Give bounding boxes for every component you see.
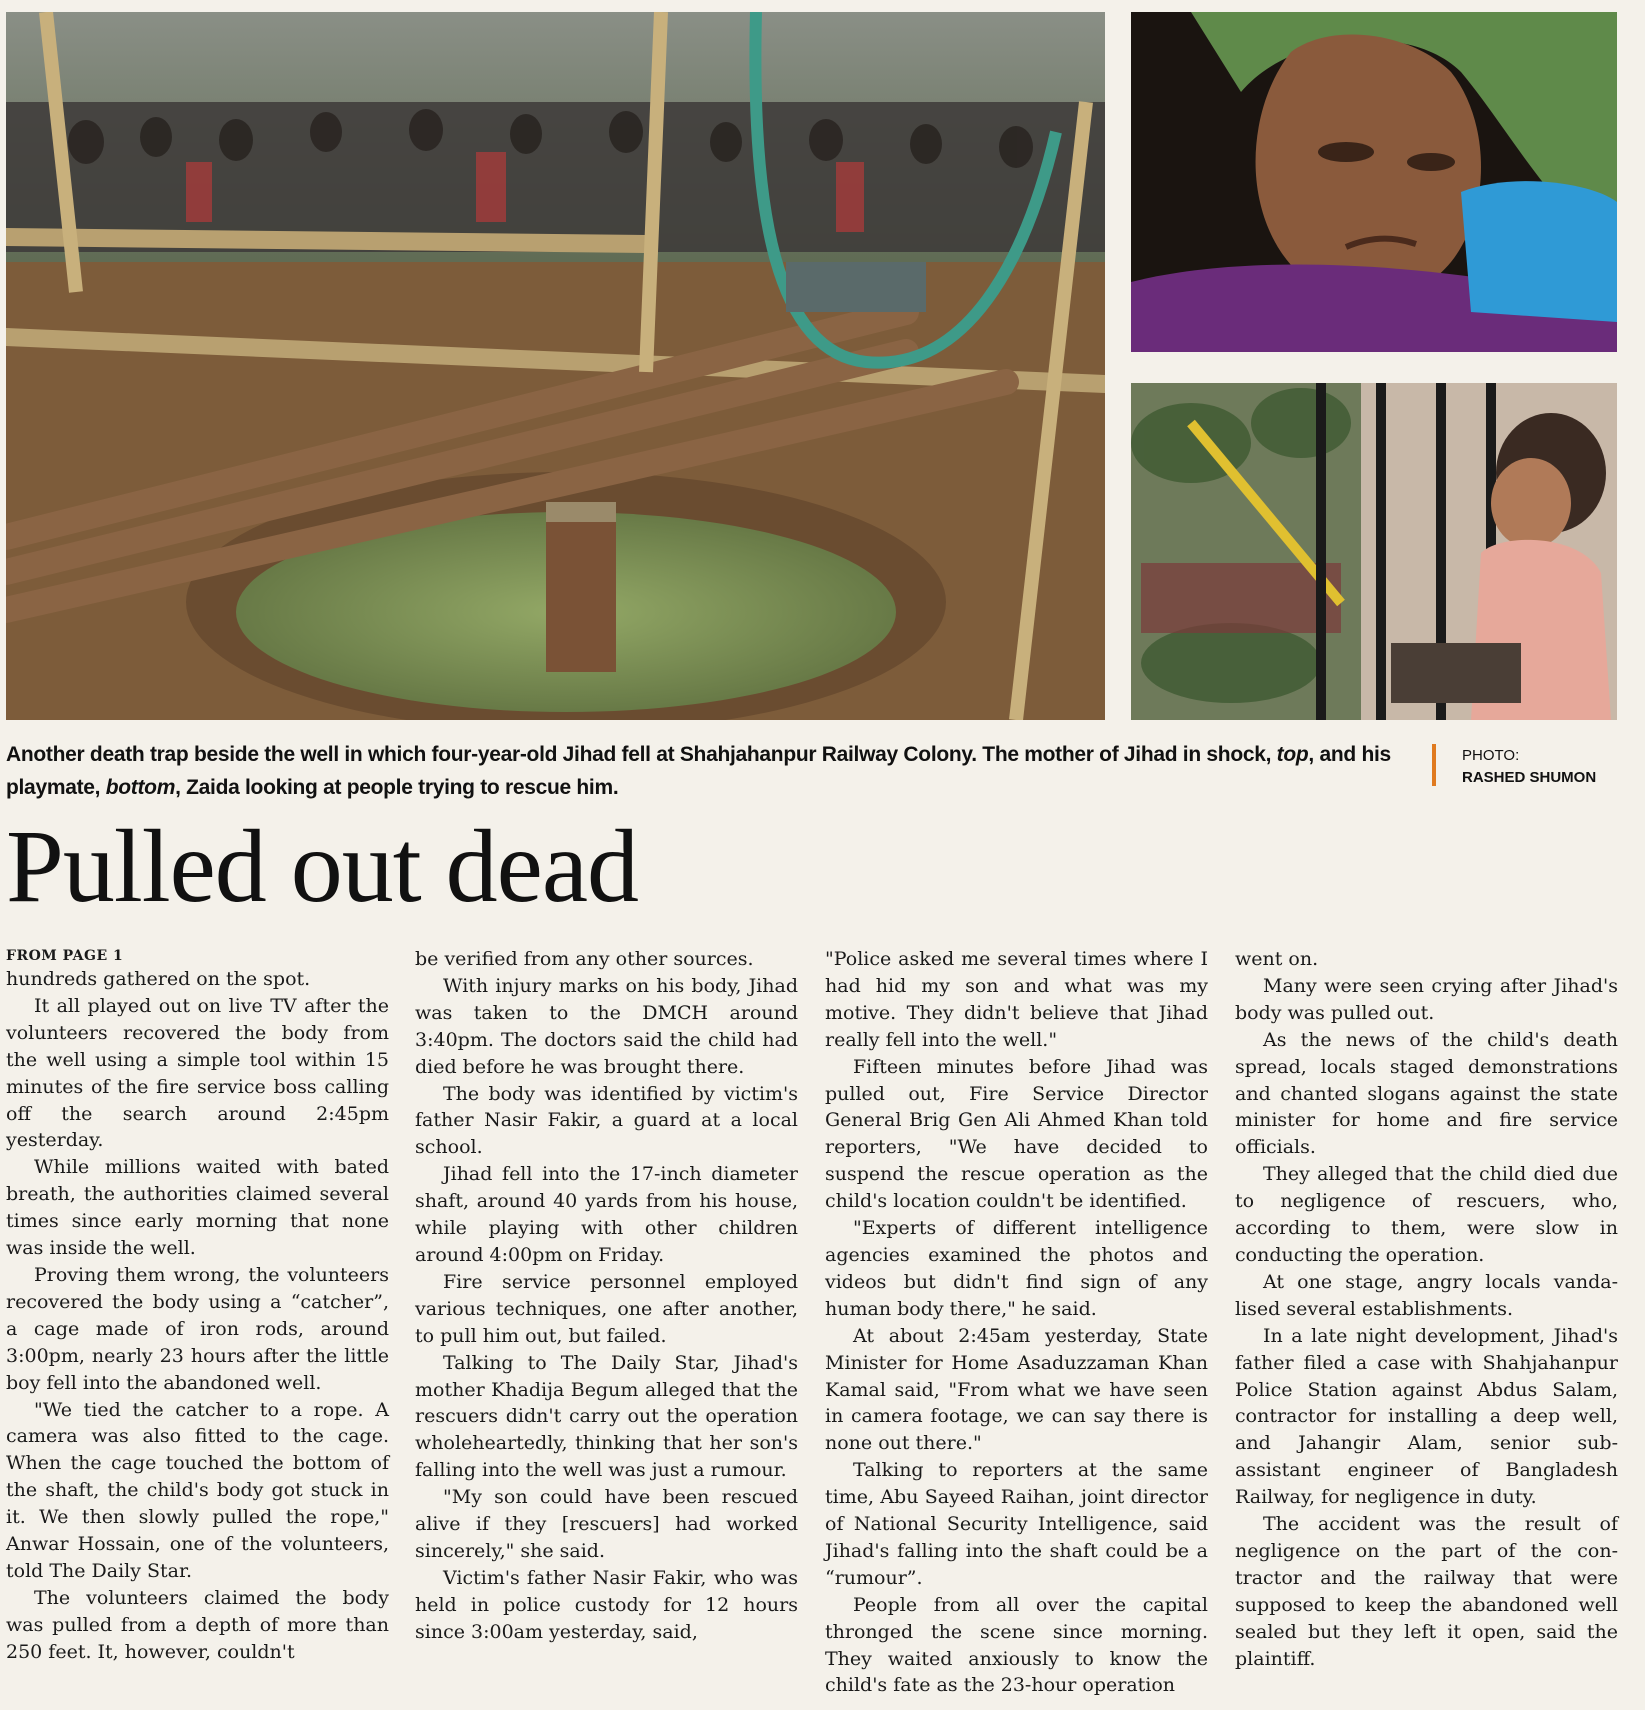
playmate-photo-illustration xyxy=(1131,383,1617,720)
paragraph: While millions waited with bated breath, the authorities claimed several times since early morning that none was inside the well. xyxy=(6,1156,389,1260)
caption-top-word: top xyxy=(1276,743,1309,766)
caption-text-2: , and his playmate, xyxy=(6,743,1391,799)
caption-bottom-word: bottom xyxy=(105,776,176,799)
playmate-photo xyxy=(1131,383,1617,720)
paragraph: The accident was the result of negligence on the part of the contractor and the railway that were supposed to keep the abandoned well sealed but they left it open, said the plaintiff. xyxy=(1235,1513,1618,1670)
paragraph: The volunteers claimed the body was pulled from a depth of more than 250 feet. It, however, couldn't xyxy=(6,1586,389,1663)
mother-photo-illustration xyxy=(1131,12,1617,352)
paragraph: Victim's father Nasir Fakir, who was held in police custody for 12 hours since 3:00am yesterday, said, xyxy=(415,1566,798,1643)
paragraph: As the news of the child's death spread, locals staged demonstrations and chanted slogans against the state minister for home and fire service officials. xyxy=(1235,1028,1618,1159)
credit-name: RASHED SHUMON xyxy=(1462,769,1597,786)
paragraph: Jihad fell into the 17-inch diameter shaft, around 40 yards from his house, while playing with other children around 4:00pm on Friday. xyxy=(415,1163,798,1266)
paragraph: The body was identified by victim's father Nasir Fakir, a guard at a local school. xyxy=(415,1082,798,1159)
kicker: FROM PAGE 1 xyxy=(6,948,124,964)
paragraph: With injury marks on his body, Jihad was taken to the DMCH around 3:40pm. The doctors said the child had died before he was brought there. xyxy=(415,974,798,1078)
article-column-4 xyxy=(1235,946,1618,1672)
paragraph: Talking to The Daily Star, Jihad's mother Khadija Begum alleged that the rescuers didn't carry out the operation wholeheartedly, thinking that her son's falling into the well was just a rumour. xyxy=(415,1351,798,1482)
credit-label: PHOTO: xyxy=(1462,747,1520,764)
paragraph: "Police asked me several times where I had hid my son and what was my motive. They didn't believe that Jihad really fell into the well." xyxy=(825,948,1208,1051)
paragraph: went on. xyxy=(1235,948,1319,970)
article-column-1 xyxy=(6,946,389,1666)
paragraph: hundreds gathered on the spot. xyxy=(6,968,311,990)
photo-caption xyxy=(6,738,1401,804)
caption-text-3: , Zaida looking at people trying to rescue him. xyxy=(175,776,619,799)
paragraph: In a late night development, Jihad's father filed a case with Shahjahanpur Police Station against Abdus Salam, contractor for installing a deep well, and Jahangir Alam, senior sub-assistant engineer of Bangladesh Railway, for negligence in duty. xyxy=(1235,1324,1618,1509)
main-photo-illustration xyxy=(6,12,1105,720)
paragraph: Proving them wrong, the volunteers recovered the body using a “catcher”, a cage made of iron rods, around 3:00pm, nearly 23 hours after the little boy fell into the abandoned well. xyxy=(6,1263,389,1394)
paragraph: Fifteen minutes before Jihad was pulled out, Fire Service Director General Brig Gen Ali Ahmed Khan told reporters, "We have decided to suspend the rescue operation as the child's location couldn't be identified. xyxy=(825,1055,1208,1213)
paragraph: "Experts of different intelligence agencies examined the photos and videos but didn't find sign of any human body there," he said. xyxy=(825,1217,1208,1320)
paragraph: At about 2:45am yesterday, State Minister for Home Asaduzzaman Khan Kamal said, "From what we have seen in camera footage, we can say there is none out there." xyxy=(825,1324,1208,1455)
caption-text-1: Another death trap beside the well in which four-year-old Jihad fell at Shahjahanpur Railway Colony. The mother of Jihad in shock, xyxy=(6,743,1277,766)
article-column-2 xyxy=(415,946,798,1646)
paragraph: People from all over the capital thronged the scene since morning. They waited anxiously to know the child's fate as the 23-hour operation xyxy=(825,1593,1208,1697)
paragraph: "My son could have been rescued alive if they [rescuers] had worked sincerely," she said. xyxy=(415,1486,798,1562)
paragraph: Many were seen crying after Jihad's body was pulled out. xyxy=(1235,974,1618,1024)
paragraph: be verified from any other sources. xyxy=(415,948,754,970)
paragraph: It all played out on live TV after the volunteers recovered the body from the well using a simple tool within 15 minutes of the fire service boss calling off the search around 2:45pm yesterday. xyxy=(6,994,389,1152)
headline: Pulled out dead xyxy=(6,809,639,924)
mother-photo xyxy=(1131,12,1617,352)
paragraph: Fire service personnel employed various techniques, one after another, to pull him out, but failed. xyxy=(415,1270,798,1347)
photo-credit xyxy=(1462,745,1642,789)
main-photo xyxy=(6,12,1105,720)
paragraph: "We tied the catcher to a rope. A camera was also fitted to the cage. When the cage touched the bottom of the shaft, the child's body got stuck in it. We then slowly pulled the rope," Anwar Hossain, one of the volunteers, told The Daily Star. xyxy=(6,1398,389,1582)
paragraph: They alleged that the child died due to negligence of rescuers, who, according to them, were slow in conducting the operation. xyxy=(1235,1163,1618,1266)
article-column-3 xyxy=(825,946,1208,1699)
paragraph: Talking to reporters at the same time, Abu Sayeed Raihan, joint director of National Security Intelligence, said Jihad's falling into the shaft could be a “rumour”. xyxy=(825,1459,1208,1589)
paragraph: At one stage, angry locals vandalised several establishments. xyxy=(1235,1270,1618,1320)
credit-divider xyxy=(1432,744,1436,786)
